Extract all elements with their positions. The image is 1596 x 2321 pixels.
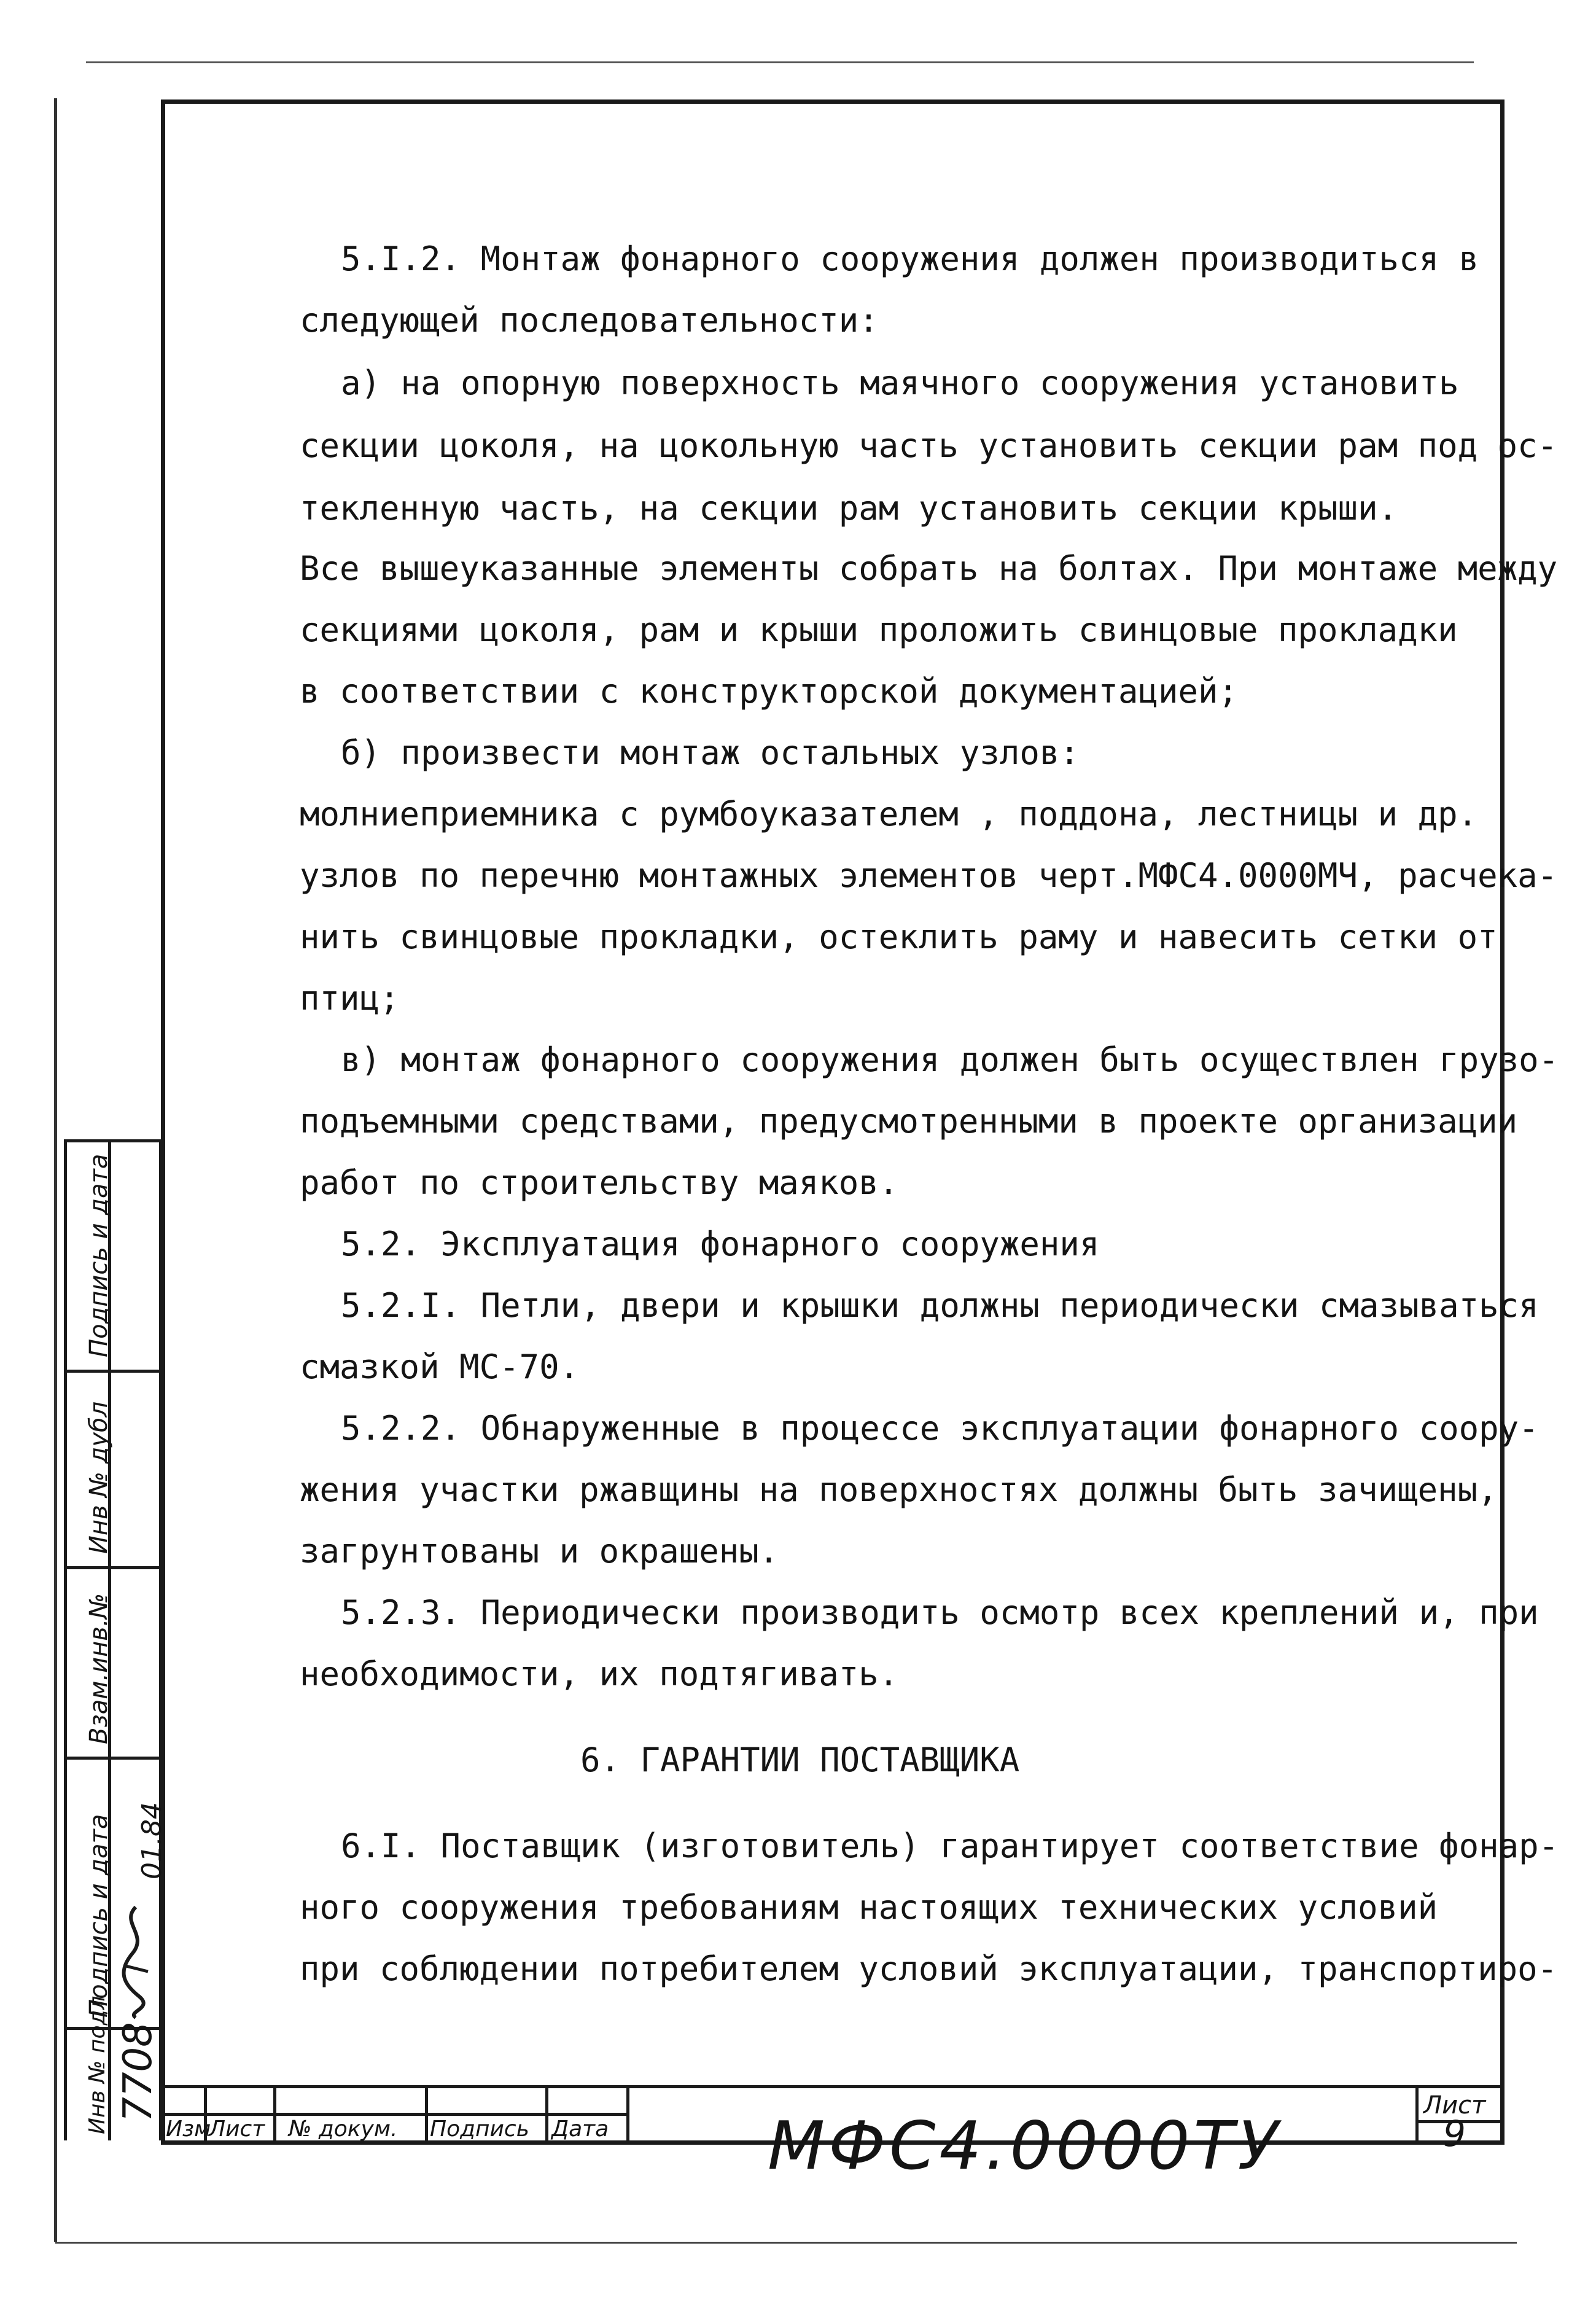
stamp-divider (64, 1566, 162, 1569)
paragraph-line: узлов по перечню монтажных элементов черт.МФС4.0000МЧ, расчека- (300, 856, 1558, 895)
paragraph-line: загрунтованы и окрашены. (300, 1532, 779, 1570)
stamp-inv-podl: Инв № подл (85, 1995, 110, 2134)
tb-col-izm: Изм (166, 2116, 211, 2142)
section-title: 6. ГАРАНТИИ ПОСТАВЩИКА (580, 1741, 1020, 1779)
paragraph-line: а) на опорную поверхность маячного сооружения установить (341, 364, 1459, 402)
paragraph-line: секциями цоколя, рам и крыши проложить свинцовые прокладки (300, 610, 1458, 649)
sheet-label: Лист (1423, 2091, 1486, 2120)
paragraph-line: работ по строительству маяков. (300, 1163, 899, 1202)
tb-col-doc: № докум. (289, 2116, 398, 2142)
paragraph-line: смазкой МС-70. (300, 1348, 580, 1386)
paragraph-line: секции цоколя, на цокольную часть установить секции рам под ос- (300, 426, 1558, 465)
tb-col-list: Лист (209, 2116, 265, 2142)
tb-line (425, 2085, 428, 2145)
signature-mark (114, 1904, 157, 2021)
paragraph-line: в) монтаж фонарного сооружения должен быть осуществлен грузо- (341, 1040, 1559, 1079)
paragraph-line: 5.2.I. Петли, двери и крышки должны периодически смазываться (341, 1286, 1539, 1325)
stamp-inv-dubl: Инв № дубл (85, 1401, 113, 1554)
stamp-inv-podl-value: 7708 (115, 2022, 161, 2122)
stamp-vzam-inv: Взам.инв.№ (85, 1593, 113, 1744)
paragraph-line: 5.I.2. Монтаж фонарного сооружения должен производиться в (341, 240, 1479, 278)
paragraph-line: жения участки ржавщины на поверхностях должны быть зачищены, (300, 1470, 1498, 1509)
paragraph-line: в соответствии с конструкторской документацией; (300, 672, 1239, 711)
sheet-number: 9 (1443, 2113, 1466, 2155)
paragraph-line: 5.2.3. Периодически производить осмотр всех креплений и, при (341, 1593, 1539, 1632)
paragraph-line: необходимости, их подтягивать. (300, 1655, 899, 1693)
paragraph-line: птиц; (300, 979, 400, 1018)
paragraph-line: текленную часть, на секции рам установить секции крыши. (300, 489, 1398, 528)
paragraph-line: ного сооружения требованиям настоящих технических условий (300, 1888, 1438, 1927)
section-heading: 5.2. Эксплуатация фонарного сооружения (341, 1225, 1100, 1263)
tb-col-podp: Подпись (430, 2116, 529, 2142)
tb-line (273, 2085, 276, 2145)
paragraph-line: 6.I. Поставщик (изготовитель) гарантирует соответствие фонар- (341, 1827, 1559, 1865)
tb-line (1415, 2085, 1419, 2145)
paragraph-line: подъемными средствами, предусмотренными в проекте организации (300, 1102, 1518, 1141)
stamp-signature-date: 01.84 (136, 1802, 168, 1879)
stamp-podpis-data: Подпись и дата (85, 1814, 113, 2018)
document-number: МФС4.0000ТУ (768, 2108, 1282, 2185)
bottom-trim-line (55, 2242, 1517, 2244)
paragraph-line: нить свинцовые прокладки, остеклить раму и навесить сетки от (300, 918, 1498, 956)
paragraph-line: 5.2.2. Обнаруженные в процессе эксплуатации фонарного соору- (341, 1409, 1539, 1448)
tb-line (545, 2085, 548, 2145)
stamp-divider (64, 1757, 162, 1760)
tb-line (161, 2085, 1505, 2088)
paragraph-line: при соблюдении потребителем условий эксплуатации, транспортиро- (300, 1949, 1558, 1988)
left-binding-line (54, 98, 57, 2242)
tb-line (626, 2085, 629, 2145)
tb-line (161, 2113, 629, 2116)
paragraph-line: б) произвести монтаж остальных узлов: (341, 733, 1080, 772)
stamp-divider (64, 1139, 162, 1142)
stamp-podpis-data-top: Подпись и дата (85, 1153, 113, 1357)
paragraph-line: Все вышеуказанные элементы собрать на болтах. При монтаже между (300, 549, 1558, 588)
paragraph-line: молниеприемника с румбоуказателем , поддона, лестницы и др. (300, 795, 1478, 833)
top-trim-line (86, 61, 1474, 63)
paragraph-line: следующей последовательности: (300, 301, 879, 340)
tb-col-data: Дата (551, 2116, 609, 2142)
stamp-divider (64, 1370, 162, 1373)
